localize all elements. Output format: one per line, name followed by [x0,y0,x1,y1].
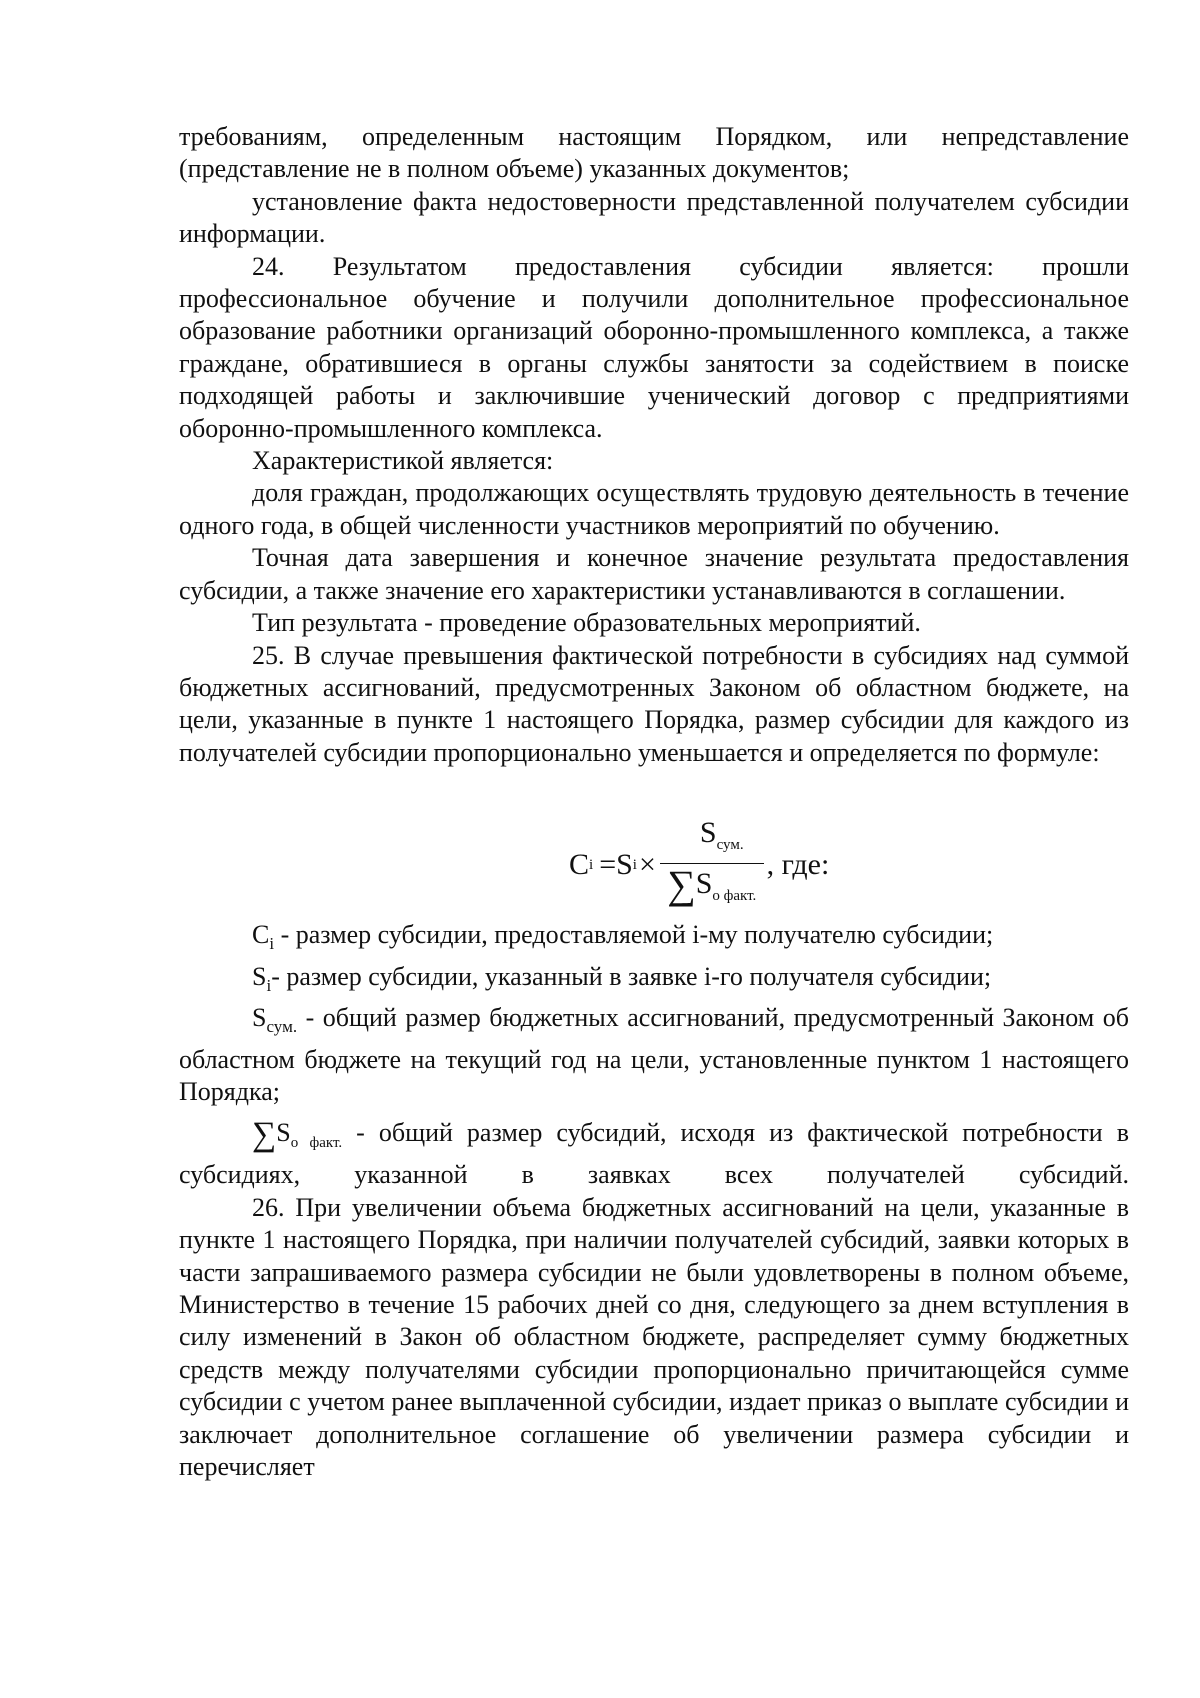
definition-si: $S_i-$ размер субсидии, указанный в заявке i-го получателя субсидии; [252,961,992,995]
formula-denominator: $\sum S_{о факт.}$ [667,862,757,908]
paragraph-characteristic-heading: Характеристикой является: [252,446,554,476]
paragraph-24: 24. Результатом предоставления субсидии является: прошли профессиональное обучение и получили дополнительное профессиональное образование работники организаций оборонно-промышленного комплекса, а также граждане, обратившиеся в органы службы занятости за содействием в поиске подходящей работы и заключившие ученический договор с предприятиями оборонно-промышленного комплекса. [179,251,1129,443]
definition-sfact: $\sum S_{о факт.}$ - общий размер субсидий, исходя из фактической потребности в субсидиях, указанной в заявках всех получателей субсидий. [179,1115,1129,1190]
paragraph-2: установление факта недостоверности представленной получателем субсидии информации. [179,186,1129,249]
paragraph-exact-date: Точная дата завершения и конечное значение результата предоставления субсидии, а также значение его характеристики устанавливаются в соглашении. [179,543,1129,605]
formula-times: × [638,848,656,882]
formula-fraction [660,817,764,914]
formula-s-sub: i [632,857,637,874]
paragraph-1: требованиям, определенным настоящим Порядком, или непредставление (представление не в полном объеме) указанных документов; [179,122,1129,184]
formula-numerator: $S_{сум.}$ [699,816,744,854]
definition-ssum: $S_{сум.}$ - общий размер бюджетных ассигнований, предусмотренный Законом об областном бюджете на текущий год на цели, установленные пунктом 1 настоящего Порядка; [179,1003,1129,1107]
paragraph-characteristic: доля граждан, продолжающих осуществлять трудовую деятельность в течение одного года, в общей численности участников мероприятий по обучению. [179,478,1129,540]
definition-ci: $C_i$ - размер субсидии, предоставляемой i-му получателю субсидии; [252,920,994,954]
formula-tail: , где: [766,848,830,882]
formula-lhs-sub: i [589,857,594,874]
paragraph-26: 26. При увеличении объема бюджетных ассигнований на цели, указанные в пункте 1 настоящего Порядка, при наличии получателей субсидий, заявки которых в части запрашиваемого размера субсидии не были удовлетворены в полном объеме, Министерство в течение 15 рабочих дней со дня, следующего за днем вступления в силу изменений в Закон об областном бюджете, распределяет сумму бюджетных средств между получателями субсидии пропорционально причитающейся сумме субсидии с учетом ранее выплаченной субсидии, издает приказ о выплате субсидии и заключает дополнительное соглашение об увеличении размера субсидии и перечисляет [179,1192,1129,1481]
document-body [179,121,1129,1483]
paragraph-result-type: Тип результата - проведение образовательных мероприятий. [252,608,921,638]
formula-eq: =S [599,848,633,882]
paragraph-25: 25. В случае превышения фактической потребности в субсидиях над суммой бюджетных ассигнований, предусмотренных Законом об областном бюджете, на цели, указанные в пункте 1 настоящего Порядка, размер субсидии для каждого из получателей субсидии пропорционально уменьшается и определяется по формуле: [179,640,1129,767]
subsidy-formula [179,769,1129,919]
formula-lhs: C [569,848,590,882]
